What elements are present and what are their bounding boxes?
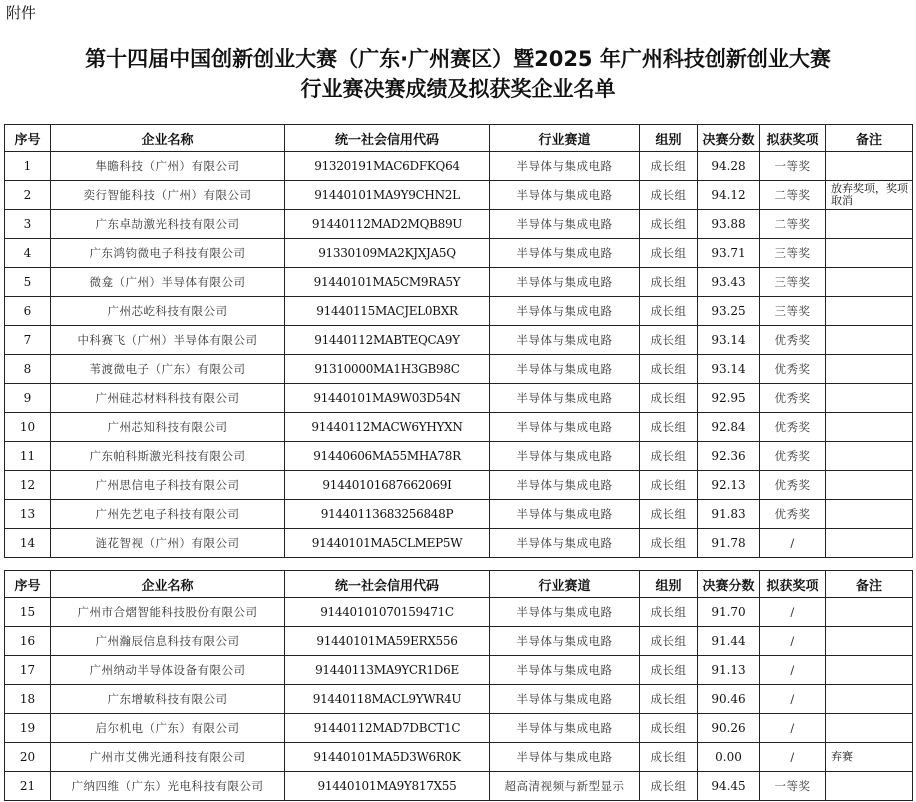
cell-industry-track: 半导体与集成电路 — [490, 529, 640, 558]
cell-industry-track: 半导体与集成电路 — [490, 152, 640, 181]
cell-remark — [826, 297, 913, 326]
cell-remark — [826, 772, 913, 801]
cell-final-score: 91.83 — [698, 500, 760, 529]
table-header-row — [5, 125, 913, 152]
header-credit-code: 统一社会信用代码 — [285, 571, 490, 598]
header-industry-track: 行业赛道 — [490, 125, 640, 152]
cell-award: 优秀奖 — [760, 326, 826, 355]
cell-company-name: 广东鸿钧微电子科技有限公司 — [51, 239, 285, 268]
cell-final-score: 0.00 — [698, 743, 760, 772]
cell-group: 成长组 — [640, 152, 698, 181]
cell-final-score: 91.78 — [698, 529, 760, 558]
cell-industry-track: 半导体与集成电路 — [490, 413, 640, 442]
table-header-row — [5, 571, 913, 598]
cell-credit-code: 91320191MAC6DFKQ64 — [285, 152, 490, 181]
cell-remark: 弃赛 — [826, 743, 913, 772]
document-title-line2: 行业赛决赛成绩及拟获奖企业名单 — [300, 77, 616, 101]
results-table-1 — [4, 124, 913, 558]
cell-credit-code: 91440101MA5D3W6R0K — [285, 743, 490, 772]
cell-industry-track: 半导体与集成电路 — [490, 685, 640, 714]
table-row — [5, 384, 913, 413]
cell-group: 成长组 — [640, 529, 698, 558]
cell-remark — [826, 326, 913, 355]
cell-company-name: 广东帕科斯激光科技有限公司 — [51, 442, 285, 471]
cell-group: 成长组 — [640, 685, 698, 714]
cell-award: / — [760, 685, 826, 714]
header-industry-track: 行业赛道 — [490, 571, 640, 598]
cell-company-name: 隼瞻科技（广州）有限公司 — [51, 152, 285, 181]
cell-remark — [826, 529, 913, 558]
cell-final-score: 92.13 — [698, 471, 760, 500]
header-group: 组别 — [640, 571, 698, 598]
table-row — [5, 413, 913, 442]
cell-award: 三等奖 — [760, 268, 826, 297]
cell-credit-code: 91310000MA1H3GB98C — [285, 355, 490, 384]
cell-industry-track: 半导体与集成电路 — [490, 598, 640, 627]
cell-company-name: 广州思信电子科技有限公司 — [51, 471, 285, 500]
cell-index: 13 — [5, 500, 51, 529]
cell-company-name: 苇渡微电子（广东）有限公司 — [51, 355, 285, 384]
cell-award: / — [760, 529, 826, 558]
cell-industry-track: 半导体与集成电路 — [490, 627, 640, 656]
cell-award: 一等奖 — [760, 772, 826, 801]
cell-group: 成长组 — [640, 297, 698, 326]
cell-remark — [826, 471, 913, 500]
cell-industry-track: 半导体与集成电路 — [490, 500, 640, 529]
cell-credit-code: 91440101MA5CLMEP5W — [285, 529, 490, 558]
cell-index: 1 — [5, 152, 51, 181]
cell-index: 8 — [5, 355, 51, 384]
cell-credit-code: 91440101687662069I — [285, 471, 490, 500]
cell-final-score: 91.44 — [698, 627, 760, 656]
cell-group: 成长组 — [640, 268, 698, 297]
table-row — [5, 152, 913, 181]
header-final-score: 决赛分数 — [698, 125, 760, 152]
cell-index: 9 — [5, 384, 51, 413]
attachment-label: 附件 — [6, 4, 37, 22]
cell-award: / — [760, 627, 826, 656]
cell-final-score: 92.36 — [698, 442, 760, 471]
cell-company-name: 广州芯屹科技有限公司 — [51, 297, 285, 326]
cell-group: 成长组 — [640, 210, 698, 239]
cell-final-score: 93.43 — [698, 268, 760, 297]
cell-industry-track: 半导体与集成电路 — [490, 384, 640, 413]
table-row — [5, 685, 913, 714]
cell-remark — [826, 656, 913, 685]
cell-final-score: 91.70 — [698, 598, 760, 627]
cell-credit-code: 91440113MA9YCR1D6E — [285, 656, 490, 685]
cell-industry-track: 半导体与集成电路 — [490, 181, 640, 210]
table-row — [5, 355, 913, 384]
cell-remark — [826, 714, 913, 743]
cell-remark — [826, 413, 913, 442]
header-credit-code: 统一社会信用代码 — [285, 125, 490, 152]
cell-index: 21 — [5, 772, 51, 801]
cell-company-name: 广州瀚辰信息科技有限公司 — [51, 627, 285, 656]
table-row — [5, 598, 913, 627]
cell-award: 优秀奖 — [760, 355, 826, 384]
cell-company-name: 广州先艺电子科技有限公司 — [51, 500, 285, 529]
cell-index: 15 — [5, 598, 51, 627]
cell-group: 成长组 — [640, 714, 698, 743]
cell-industry-track: 半导体与集成电路 — [490, 714, 640, 743]
cell-index: 19 — [5, 714, 51, 743]
cell-remark — [826, 442, 913, 471]
cell-group: 成长组 — [640, 413, 698, 442]
cell-index: 17 — [5, 656, 51, 685]
cell-credit-code: 91440113683256848P — [285, 500, 490, 529]
cell-award: / — [760, 598, 826, 627]
cell-company-name: 微龛（广州）半导体有限公司 — [51, 268, 285, 297]
cell-company-name: 广东卓劼激光科技有限公司 — [51, 210, 285, 239]
cell-credit-code: 91440118MACL9YWR4U — [285, 685, 490, 714]
cell-award: 一等奖 — [760, 152, 826, 181]
table-row — [5, 210, 913, 239]
table-row — [5, 772, 913, 801]
cell-index: 6 — [5, 297, 51, 326]
cell-industry-track: 半导体与集成电路 — [490, 355, 640, 384]
cell-industry-track: 半导体与集成电路 — [490, 239, 640, 268]
cell-index: 18 — [5, 685, 51, 714]
table-row — [5, 297, 913, 326]
cell-company-name: 广东增敏科技有限公司 — [51, 685, 285, 714]
table-row — [5, 529, 913, 558]
table-row — [5, 268, 913, 297]
cell-industry-track: 半导体与集成电路 — [490, 442, 640, 471]
cell-company-name: 启尔机电（广东）有限公司 — [51, 714, 285, 743]
cell-index: 5 — [5, 268, 51, 297]
cell-final-score: 94.45 — [698, 772, 760, 801]
cell-final-score: 93.14 — [698, 326, 760, 355]
cell-index: 4 — [5, 239, 51, 268]
cell-group: 成长组 — [640, 326, 698, 355]
cell-index: 11 — [5, 442, 51, 471]
table-row — [5, 627, 913, 656]
cell-industry-track: 半导体与集成电路 — [490, 268, 640, 297]
table-row — [5, 714, 913, 743]
cell-industry-track: 半导体与集成电路 — [490, 210, 640, 239]
cell-group: 成长组 — [640, 442, 698, 471]
cell-index: 3 — [5, 210, 51, 239]
cell-award: 优秀奖 — [760, 442, 826, 471]
cell-group: 成长组 — [640, 627, 698, 656]
cell-company-name: 广州市合熠智能科技股份有限公司 — [51, 598, 285, 627]
table-row — [5, 500, 913, 529]
cell-credit-code: 91440101MA9Y9CHN2L — [285, 181, 490, 210]
cell-credit-code: 91330109MA2KJXJA5Q — [285, 239, 490, 268]
cell-award: / — [760, 714, 826, 743]
cell-award: / — [760, 656, 826, 685]
cell-company-name: 广纳四维（广东）光电科技有限公司 — [51, 772, 285, 801]
cell-index: 20 — [5, 743, 51, 772]
cell-award: 二等奖 — [760, 181, 826, 210]
cell-industry-track: 半导体与集成电路 — [490, 656, 640, 685]
table-row — [5, 471, 913, 500]
header-group: 组别 — [640, 125, 698, 152]
cell-index: 16 — [5, 627, 51, 656]
document-title-line1: 第十四届中国创新创业大赛（广东·广州赛区）暨2025 年广州科技创新创业大赛 — [85, 47, 831, 71]
cell-index: 10 — [5, 413, 51, 442]
cell-company-name: 广州市艾佛光通科技有限公司 — [51, 743, 285, 772]
cell-final-score: 94.12 — [698, 181, 760, 210]
header-company-name: 企业名称 — [51, 571, 285, 598]
cell-remark — [826, 239, 913, 268]
header-award: 拟获奖项 — [760, 571, 826, 598]
cell-credit-code: 91440101MA9W03D54N — [285, 384, 490, 413]
cell-final-score: 90.46 — [698, 685, 760, 714]
cell-remark — [826, 152, 913, 181]
cell-final-score: 91.13 — [698, 656, 760, 685]
cell-award: 三等奖 — [760, 239, 826, 268]
table-row — [5, 442, 913, 471]
cell-final-score: 93.71 — [698, 239, 760, 268]
cell-company-name: 涟花智视（广州）有限公司 — [51, 529, 285, 558]
cell-company-name: 广州纳动半导体设备有限公司 — [51, 656, 285, 685]
cell-remark: 放弃奖项，奖项取消 — [826, 181, 913, 210]
cell-remark — [826, 598, 913, 627]
header-index: 序号 — [5, 125, 51, 152]
cell-remark — [826, 500, 913, 529]
cell-company-name: 奕行智能科技（广州）有限公司 — [51, 181, 285, 210]
cell-credit-code: 91440112MAD2MQB89U — [285, 210, 490, 239]
cell-credit-code: 91440101MA59ERX556 — [285, 627, 490, 656]
table-row — [5, 239, 913, 268]
cell-group: 成长组 — [640, 598, 698, 627]
cell-company-name: 中科赛飞（广州）半导体有限公司 — [51, 326, 285, 355]
cell-credit-code: 91440606MA55MHA78R — [285, 442, 490, 471]
cell-remark — [826, 355, 913, 384]
table-row — [5, 743, 913, 772]
cell-index: 2 — [5, 181, 51, 210]
cell-final-score: 93.88 — [698, 210, 760, 239]
cell-award: 优秀奖 — [760, 500, 826, 529]
cell-index: 12 — [5, 471, 51, 500]
cell-industry-track: 半导体与集成电路 — [490, 326, 640, 355]
cell-final-score: 92.95 — [698, 384, 760, 413]
cell-group: 成长组 — [640, 384, 698, 413]
cell-award: 优秀奖 — [760, 384, 826, 413]
cell-final-score: 93.25 — [698, 297, 760, 326]
cell-index: 7 — [5, 326, 51, 355]
table-row — [5, 181, 913, 210]
cell-index: 14 — [5, 529, 51, 558]
header-index: 序号 — [5, 571, 51, 598]
cell-final-score: 90.26 — [698, 714, 760, 743]
cell-credit-code: 91440115MACJEL0BXR — [285, 297, 490, 326]
header-award: 拟获奖项 — [760, 125, 826, 152]
cell-award: 优秀奖 — [760, 413, 826, 442]
cell-group: 成长组 — [640, 181, 698, 210]
table-row — [5, 656, 913, 685]
cell-group: 成长组 — [640, 355, 698, 384]
cell-credit-code: 91440101070159471C — [285, 598, 490, 627]
cell-group: 成长组 — [640, 743, 698, 772]
cell-credit-code: 91440112MABTEQCA9Y — [285, 326, 490, 355]
cell-credit-code: 91440101MA9Y817X55 — [285, 772, 490, 801]
cell-group: 成长组 — [640, 471, 698, 500]
header-remark: 备注 — [826, 125, 913, 152]
header-remark: 备注 — [826, 571, 913, 598]
cell-industry-track: 半导体与集成电路 — [490, 471, 640, 500]
cell-industry-track: 超高清视频与新型显示 — [490, 772, 640, 801]
cell-remark — [826, 384, 913, 413]
cell-final-score: 92.84 — [698, 413, 760, 442]
cell-company-name: 广州硅芯材料科技有限公司 — [51, 384, 285, 413]
header-final-score: 决赛分数 — [698, 571, 760, 598]
cell-industry-track: 半导体与集成电路 — [490, 297, 640, 326]
cell-credit-code: 91440112MACW6YHYXN — [285, 413, 490, 442]
cell-award: 三等奖 — [760, 297, 826, 326]
cell-group: 成长组 — [640, 500, 698, 529]
cell-remark — [826, 685, 913, 714]
header-company-name: 企业名称 — [51, 125, 285, 152]
cell-credit-code: 91440101MA5CM9RA5Y — [285, 268, 490, 297]
cell-group: 成长组 — [640, 772, 698, 801]
cell-award: / — [760, 743, 826, 772]
cell-final-score: 94.28 — [698, 152, 760, 181]
cell-remark — [826, 627, 913, 656]
cell-remark — [826, 268, 913, 297]
cell-award: 二等奖 — [760, 210, 826, 239]
cell-award: 优秀奖 — [760, 471, 826, 500]
cell-final-score: 93.14 — [698, 355, 760, 384]
table-row — [5, 326, 913, 355]
cell-group: 成长组 — [640, 239, 698, 268]
cell-industry-track: 半导体与集成电路 — [490, 743, 640, 772]
cell-credit-code: 91440112MAD7DBCT1C — [285, 714, 490, 743]
results-table-2 — [4, 570, 913, 801]
cell-company-name: 广州芯知科技有限公司 — [51, 413, 285, 442]
cell-remark — [826, 210, 913, 239]
cell-group: 成长组 — [640, 656, 698, 685]
